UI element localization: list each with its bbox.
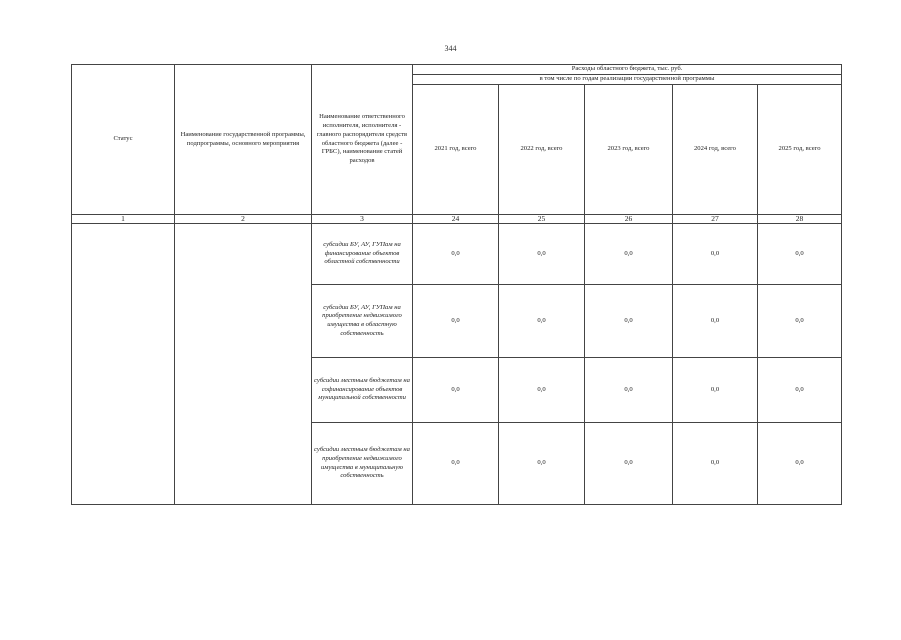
value-2023: 0,0 — [585, 224, 673, 285]
header-program: Наименование государственной программы, подпрограммы, основного мероприятия — [175, 65, 312, 215]
header-expenses: Расходы областного бюджета, тыс. руб. — [413, 65, 842, 75]
value-2023: 0,0 — [585, 423, 673, 505]
value-2024: 0,0 — [673, 224, 758, 285]
column-number: 1 — [72, 215, 175, 224]
value-2022: 0,0 — [499, 358, 585, 423]
value-2023: 0,0 — [585, 285, 673, 358]
value-2021: 0,0 — [413, 423, 499, 505]
expense-item-name: субсидии местным бюджетам на приобретение недвижимого имущества в муниципальную собственность — [312, 423, 413, 505]
value-2022: 0,0 — [499, 423, 585, 505]
column-number: 3 — [312, 215, 413, 224]
header-year-2025: 2025 год, всего — [758, 85, 842, 215]
value-2023: 0,0 — [585, 358, 673, 423]
value-2022: 0,0 — [499, 224, 585, 285]
header-year-2023: 2023 год, всего — [585, 85, 673, 215]
page-number: 344 — [444, 44, 457, 53]
column-number: 26 — [585, 215, 673, 224]
budget-expenses-table — [71, 64, 842, 505]
value-2024: 0,0 — [673, 358, 758, 423]
value-2021: 0,0 — [413, 358, 499, 423]
header-year-2022: 2022 год, всего — [499, 85, 585, 215]
header-year-2021: 2021 год, всего — [413, 85, 499, 215]
value-2025: 0,0 — [758, 285, 842, 358]
column-numbers-row — [72, 215, 842, 224]
value-2024: 0,0 — [673, 423, 758, 505]
column-number: 24 — [413, 215, 499, 224]
header-year-2024: 2024 год, всего — [673, 85, 758, 215]
value-2025: 0,0 — [758, 224, 842, 285]
column-number: 2 — [175, 215, 312, 224]
table-row — [72, 224, 842, 285]
header-including-by-years: в том числе по годам реализации государственной программы — [413, 75, 842, 85]
value-2025: 0,0 — [758, 358, 842, 423]
column-number: 28 — [758, 215, 842, 224]
value-2024: 0,0 — [673, 285, 758, 358]
header-executor: Наименование ответственного исполнителя, исполнителя - главного распорядителя средств областного бюджета (далее - ГРБС), наименование статей расходов — [312, 65, 413, 215]
expense-item-name: субсидии БУ, АУ, ГУПам на приобретение недвижимого имущества в областную собственность — [312, 285, 413, 358]
value-2021: 0,0 — [413, 285, 499, 358]
value-2022: 0,0 — [499, 285, 585, 358]
value-2021: 0,0 — [413, 224, 499, 285]
expense-item-name: субсидии БУ, АУ, ГУПам на финансирование объектов областной собственности — [312, 224, 413, 285]
status-cell — [72, 224, 175, 505]
column-number: 27 — [673, 215, 758, 224]
expense-item-name: субсидии местным бюджетам на софинансирование объектов муниципальной собственности — [312, 358, 413, 423]
program-cell — [175, 224, 312, 505]
header-status: Статус — [72, 65, 175, 215]
column-number: 25 — [499, 215, 585, 224]
value-2025: 0,0 — [758, 423, 842, 505]
